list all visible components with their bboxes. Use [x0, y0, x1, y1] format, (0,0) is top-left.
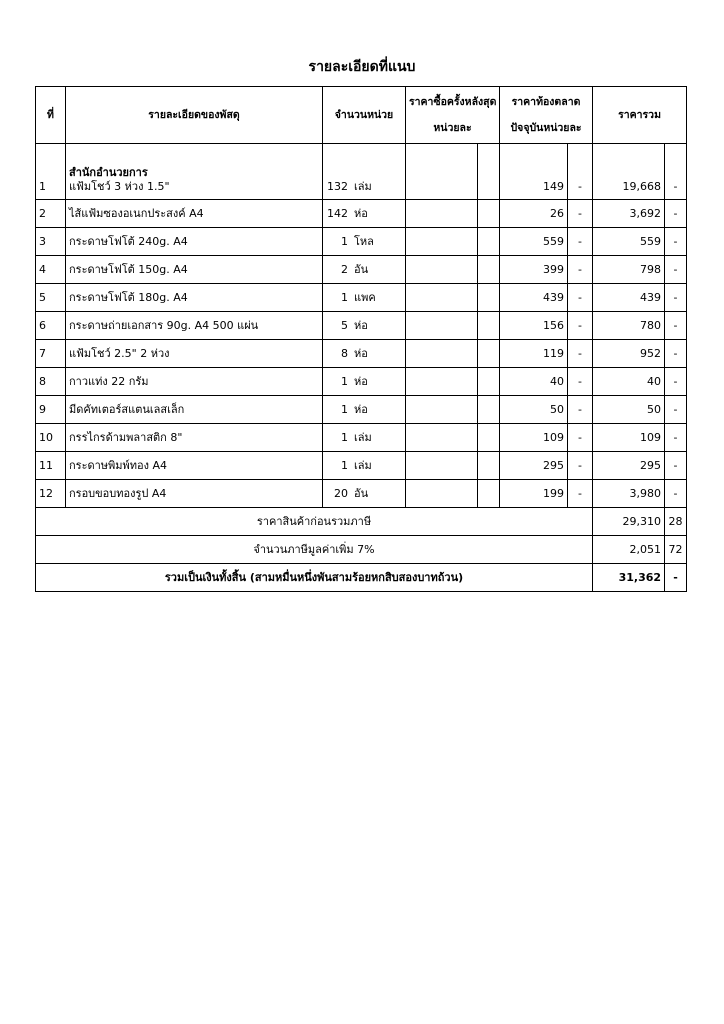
row-description-cell — [66, 256, 323, 284]
row-description-cell — [66, 396, 323, 424]
row-market-price: 50 — [500, 396, 568, 424]
header-total: ราคารวม — [593, 87, 687, 144]
row-quantity-cell — [323, 424, 406, 452]
row-last-price-decimal — [478, 424, 500, 452]
row-total-decimal: - — [665, 368, 687, 396]
row-description: กรอบขอบทองรูป A4 — [69, 486, 167, 500]
header-market-price-line1: ราคาท้องตลาด — [511, 96, 581, 108]
row-market-price: 439 — [500, 284, 568, 312]
row-market-price-decimal: - — [568, 312, 593, 340]
row-total-decimal: - — [665, 144, 687, 200]
row-total-decimal: - — [665, 200, 687, 228]
row-last-price-decimal — [478, 228, 500, 256]
row-total: 780 — [593, 312, 665, 340]
row-description-cell — [66, 368, 323, 396]
row-description: กาวแท่ง 22 กรัม — [69, 374, 149, 388]
grand-total-label: รวมเป็นเงินทั้งสิ้น (สามหมื่นหนึ่งพันสามร้อยหกสิบสองบาทถ้วน) — [36, 564, 593, 592]
row-last-price — [406, 200, 478, 228]
row-description-cell — [66, 340, 323, 368]
row-description-cell — [66, 452, 323, 480]
header-last-price-line2: หน่วยละ — [433, 122, 472, 134]
row-last-price — [406, 340, 478, 368]
grand-total-value: 31,362 — [593, 564, 665, 592]
row-no: 2 — [36, 200, 66, 228]
row-total: 109 — [593, 424, 665, 452]
row-market-price: 40 — [500, 368, 568, 396]
section-heading: สำนักอำนวยการ — [69, 166, 148, 179]
row-market-price-decimal: - — [568, 424, 593, 452]
row-market-price-decimal: - — [568, 480, 593, 508]
row-no: 3 — [36, 228, 66, 256]
row-unit: เล่ม — [354, 180, 372, 193]
row-quantity-cell — [323, 480, 406, 508]
row-quantity: 20 — [334, 486, 348, 500]
row-quantity: 1 — [341, 374, 348, 388]
row-market-price-decimal: - — [568, 340, 593, 368]
row-quantity-cell — [323, 312, 406, 340]
row-last-price-decimal — [478, 452, 500, 480]
row-description-cell — [66, 228, 323, 256]
row-description: กระดาษพิมพ์ทอง A4 — [69, 458, 168, 472]
table-row — [36, 284, 687, 312]
row-market-price: 399 — [500, 256, 568, 284]
row-last-price — [406, 144, 478, 200]
row-last-price — [406, 228, 478, 256]
row-last-price-decimal — [478, 200, 500, 228]
header-row — [36, 87, 687, 144]
row-market-price: 109 — [500, 424, 568, 452]
row-total-decimal: - — [665, 396, 687, 424]
row-no: 7 — [36, 340, 66, 368]
row-last-price-decimal — [478, 256, 500, 284]
row-total-decimal: - — [665, 340, 687, 368]
row-description-cell — [66, 284, 323, 312]
row-last-price — [406, 312, 478, 340]
row-unit: แพค — [354, 290, 376, 304]
row-total: 559 — [593, 228, 665, 256]
row-last-price-decimal — [478, 284, 500, 312]
row-market-price: 559 — [500, 228, 568, 256]
row-last-price-decimal — [478, 480, 500, 508]
row-quantity: 1 — [341, 458, 348, 472]
table-row — [36, 340, 687, 368]
row-unit: ห่อ — [354, 206, 368, 220]
subtotal-decimal: 28 — [665, 508, 687, 536]
row-quantity-cell — [323, 452, 406, 480]
table-row — [36, 312, 687, 340]
row-market-price: 295 — [500, 452, 568, 480]
row-unit: เล่ม — [354, 458, 372, 472]
header-no: ที่ — [36, 87, 66, 144]
vat-value: 2,051 — [593, 536, 665, 564]
row-last-price-decimal — [478, 144, 500, 200]
grand-total-row — [36, 564, 687, 592]
row-total: 50 — [593, 396, 665, 424]
row-no: 12 — [36, 480, 66, 508]
row-quantity: 8 — [341, 346, 348, 360]
header-description: รายละเอียดของพัสดุ — [66, 87, 323, 144]
row-market-price-decimal: - — [568, 200, 593, 228]
row-market-price-decimal: - — [568, 144, 593, 200]
row-quantity: 142 — [327, 206, 348, 220]
table-row — [36, 424, 687, 452]
row-no: 11 — [36, 452, 66, 480]
row-no: 5 — [36, 284, 66, 312]
row-description: กระดาษโฟโต้ 240g. A4 — [69, 234, 188, 248]
row-market-price: 26 — [500, 200, 568, 228]
header-last-price — [406, 87, 500, 144]
row-last-price — [406, 284, 478, 312]
row-market-price-decimal: - — [568, 452, 593, 480]
row-unit: ห่อ — [354, 346, 368, 360]
row-description-cell — [66, 144, 323, 200]
vat-decimal: 72 — [665, 536, 687, 564]
table-row — [36, 228, 687, 256]
row-last-price-decimal — [478, 396, 500, 424]
row-quantity-cell — [323, 368, 406, 396]
table-row — [36, 480, 687, 508]
row-description: มีดคัทเตอร์สแตนเลสเล็ก — [69, 402, 185, 416]
row-description-cell — [66, 424, 323, 452]
row-description-cell — [66, 312, 323, 340]
subtotal-label: ราคาสินค้าก่อนรวมภาษี — [36, 508, 593, 536]
row-quantity-cell — [323, 396, 406, 424]
row-market-price-decimal: - — [568, 228, 593, 256]
header-quantity: จำนวนหน่วย — [323, 87, 406, 144]
row-total: 952 — [593, 340, 665, 368]
row-no: 10 — [36, 424, 66, 452]
table-row — [36, 368, 687, 396]
row-no: 6 — [36, 312, 66, 340]
header-market-price — [500, 87, 593, 144]
subtotal-row — [36, 508, 687, 536]
row-total-decimal: - — [665, 312, 687, 340]
row-no: 1 — [36, 144, 66, 200]
row-total: 40 — [593, 368, 665, 396]
row-total: 3,980 — [593, 480, 665, 508]
row-no: 8 — [36, 368, 66, 396]
row-unit: อัน — [354, 486, 369, 500]
row-description-cell — [66, 480, 323, 508]
row-unit: เล่ม — [354, 430, 372, 444]
row-description: ไส้แฟ้มซองอเนกประสงค์ A4 — [69, 206, 204, 220]
row-last-price — [406, 424, 478, 452]
row-last-price — [406, 256, 478, 284]
row-description-cell — [66, 200, 323, 228]
table-row — [36, 396, 687, 424]
row-market-price-decimal: - — [568, 284, 593, 312]
row-total-decimal: - — [665, 480, 687, 508]
row-quantity-cell — [323, 200, 406, 228]
row-unit: ห่อ — [354, 374, 368, 388]
table-row — [36, 200, 687, 228]
row-description: กระดาษโฟโต้ 180g. A4 — [69, 290, 188, 304]
row-quantity: 1 — [341, 290, 348, 304]
row-quantity: 132 — [327, 180, 348, 193]
row-market-price-decimal: - — [568, 256, 593, 284]
row-unit: ห่อ — [354, 402, 368, 416]
row-last-price-decimal — [478, 312, 500, 340]
row-quantity: 1 — [341, 402, 348, 416]
row-last-price — [406, 396, 478, 424]
row-total: 439 — [593, 284, 665, 312]
row-quantity: 5 — [341, 318, 348, 332]
row-market-price: 199 — [500, 480, 568, 508]
row-market-price: 156 — [500, 312, 568, 340]
row-market-price-decimal: - — [568, 396, 593, 424]
row-quantity: 1 — [341, 234, 348, 248]
row-quantity: 2 — [341, 262, 348, 276]
row-total: 19,668 — [593, 144, 665, 200]
header-market-price-line2: ปัจจุบันหน่วยละ — [510, 122, 582, 134]
row-last-price-decimal — [478, 368, 500, 396]
row-total-decimal: - — [665, 256, 687, 284]
vat-label: จำนวนภาษีมูลค่าเพิ่ม 7% — [36, 536, 593, 564]
row-total: 3,692 — [593, 200, 665, 228]
row-total-decimal: - — [665, 228, 687, 256]
subtotal-value: 29,310 — [593, 508, 665, 536]
row-quantity-cell — [323, 340, 406, 368]
row-no: 4 — [36, 256, 66, 284]
row-last-price — [406, 480, 478, 508]
header-last-price-line1: ราคาซื้อครั้งหลังสุด — [409, 96, 497, 108]
row-quantity-cell — [323, 144, 406, 200]
document-title: รายละเอียดที่แนบ — [308, 59, 416, 75]
row-unit: ห่อ — [354, 318, 368, 332]
row-market-price-decimal: - — [568, 368, 593, 396]
row-total: 295 — [593, 452, 665, 480]
row-quantity: 1 — [341, 430, 348, 444]
row-no: 9 — [36, 396, 66, 424]
items-table — [35, 86, 687, 592]
row-market-price: 149 — [500, 144, 568, 200]
vat-row — [36, 536, 687, 564]
table-row — [36, 256, 687, 284]
row-quantity-cell — [323, 228, 406, 256]
row-unit: โหล — [354, 234, 374, 248]
row-description: กระดาษถ่ายเอกสาร 90g. A4 500 แผ่น — [69, 318, 259, 332]
row-description: แฟ้มโชว์ 2.5" 2 ห่วง — [69, 346, 170, 360]
row-quantity-cell — [323, 284, 406, 312]
row-market-price: 119 — [500, 340, 568, 368]
row-description: แฟ้มโชว์ 3 ห่วง 1.5" — [69, 180, 170, 193]
row-total: 798 — [593, 256, 665, 284]
row-unit: อัน — [354, 262, 369, 276]
row-description: กระดาษโฟโต้ 150g. A4 — [69, 262, 188, 276]
table-row — [36, 452, 687, 480]
row-description: กรรไกรด้ามพลาสติก 8" — [69, 430, 183, 444]
row-last-price — [406, 368, 478, 396]
table-row — [36, 144, 687, 200]
row-quantity-cell — [323, 256, 406, 284]
items-body — [36, 144, 687, 508]
row-last-price-decimal — [478, 340, 500, 368]
row-total-decimal: - — [665, 424, 687, 452]
grand-total-decimal: - — [665, 564, 687, 592]
row-last-price — [406, 452, 478, 480]
row-total-decimal: - — [665, 284, 687, 312]
row-total-decimal: - — [665, 452, 687, 480]
